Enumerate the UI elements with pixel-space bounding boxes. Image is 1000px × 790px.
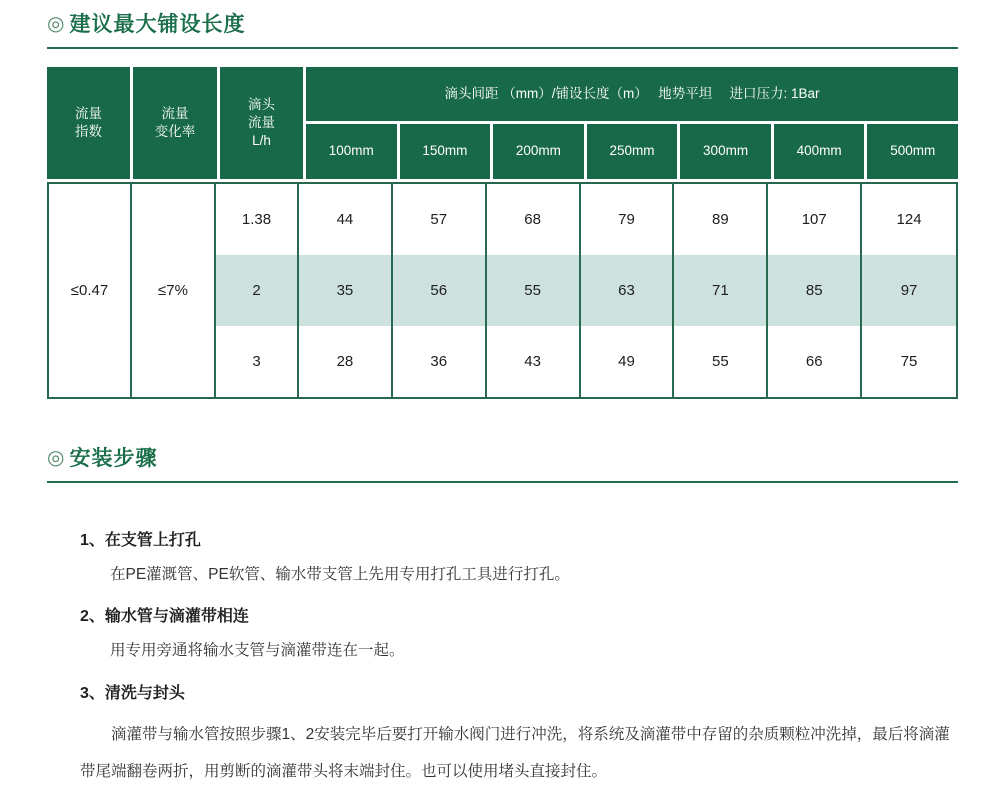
table-cell: 49 (581, 326, 675, 397)
header-spacing-400mm: 400mm (774, 124, 865, 179)
header-spacing-span-title: 滴头间距 （mm）/铺设长度（m） 地势平坦 进口压力: 1Bar (306, 67, 958, 121)
table-cell: 66 (768, 326, 862, 397)
table-cell: 85 (768, 255, 862, 326)
install-steps (47, 527, 958, 790)
table-cell: 75 (862, 326, 956, 397)
cell-flow-variation: ≤7% (132, 184, 216, 397)
max-laying-length-table (47, 67, 958, 399)
header-spacing-300mm: 300mm (680, 124, 771, 179)
table-header (47, 67, 958, 179)
table-cell: 97 (862, 255, 956, 326)
table-cell: 55 (487, 255, 581, 326)
section-title-install-steps (47, 442, 958, 472)
step-1-heading: 1、在支管上打孔 (80, 532, 201, 549)
table-cell: 63 (581, 255, 675, 326)
table-body (47, 182, 958, 399)
table-cell: 43 (487, 326, 581, 397)
table-cell: 28 (299, 326, 393, 397)
header-spacing-150mm: 150mm (400, 124, 491, 179)
step-1-body: 在PE灌溉管、PE软管、输水带支管上先用专用打孔工具进行打孔。 (110, 566, 570, 583)
header-flow-variation: 流量 变化率 (133, 67, 217, 179)
section-title-max-laying-length (47, 8, 958, 38)
table-cell: 35 (299, 255, 393, 326)
table-cell: 44 (299, 184, 393, 255)
section-bullet-icon: ◎ (47, 12, 66, 35)
section-title-text: 建议最大铺设长度 (69, 13, 246, 36)
step-3-heading: 3、清洗与封头 (80, 684, 185, 702)
section-bullet-icon: ◎ (47, 446, 66, 469)
table-cell: 89 (674, 184, 768, 255)
header-spacing-100mm: 100mm (306, 124, 397, 179)
table-cell: 36 (393, 326, 487, 397)
table-cell: 57 (393, 184, 487, 255)
step-2-body: 用专用旁通将输水支管与滴灌带连在一起。 (110, 642, 405, 660)
table-cell: 107 (768, 184, 862, 255)
cell-flow-2: 2 (216, 255, 299, 326)
header-dripper-flow: 滴头 流量 L/h (220, 67, 303, 179)
cell-flow-1: 1.38 (216, 184, 299, 255)
table-cell: 68 (487, 184, 581, 255)
header-spacing-200mm: 200mm (493, 124, 584, 179)
header-flow-index: 流量 指数 (47, 67, 130, 179)
table-cell: 124 (862, 184, 956, 255)
step-2-heading: 2、输水管与滴灌带相连 (80, 608, 249, 626)
cell-flow-index: ≤0.47 (49, 184, 132, 397)
table-cell: 79 (581, 184, 675, 255)
table-cell: 56 (393, 255, 487, 326)
cell-flow-3: 3 (216, 326, 299, 397)
table-cell: 55 (674, 326, 768, 397)
header-spacing-250mm: 250mm (587, 124, 678, 179)
table-cell: 71 (674, 255, 768, 326)
section-divider (47, 47, 958, 49)
section-divider (47, 481, 958, 483)
step-3-body: 滴灌带与输水管按照步骤1、2安装完毕后要打开输水阀门进行冲洗，将系统及滴灌带中存留的杂质颗粒冲洗掉，最后将滴灌带尾端翻卷两折，用剪断的滴灌带头将末端封住。也可以使用堵头直接封住。 (80, 725, 950, 780)
section-title-text: 安装步骤 (69, 447, 158, 470)
header-spacing-500mm: 500mm (867, 124, 958, 179)
